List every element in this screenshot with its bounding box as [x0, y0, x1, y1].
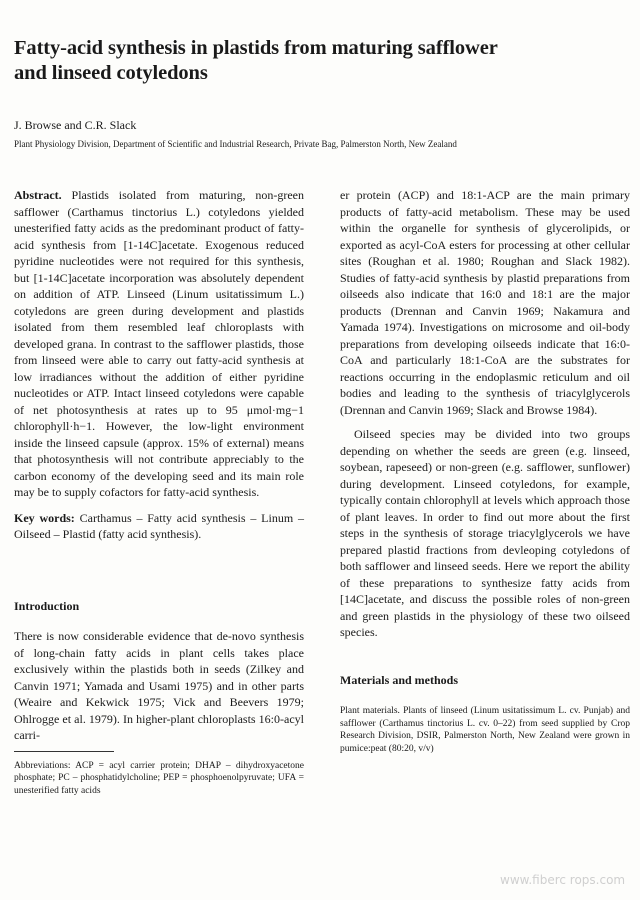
introduction-heading: Introduction: [14, 598, 80, 613]
left-column: [14, 187, 304, 797]
title-line-2: and linseed cotyledons: [14, 62, 208, 84]
footnote-rule: [14, 751, 114, 752]
right-paragraph-1: er protein (ACP) and 18:1-ACP are the main primary products of fatty-acid metabolism. These may be used within the organelle for synthesis of glycerolipids, or exported as acyl-CoA esters for processing at other cellular sites (Roughan et al. 1980; Roughan and Slack 1982). Studies of fatty-acid synthesis by plastid preparations from oilseeds also indicate that 16:0 and 18:1 are the major products (Drennan and Canvin 1969; Nakamura and Yamada 1974). Investigations on microsome and oil-body preparations from developing oilseeds indicate that 16:0-CoA and particularly 18:1-CoA are the substrates for reactions occurring in the endoplasmic reticulum and oil bodies and leading to the synthesis of triacylglycerols (Drennan and Canvin 1969; Slack and Browse 1984).: [340, 188, 630, 417]
keywords: [14, 510, 304, 543]
abstract: [14, 187, 304, 501]
keywords-label: Key words:: [14, 510, 75, 525]
authors: J. Browse and C.R. Slack: [14, 118, 137, 132]
paper-title: [14, 36, 614, 86]
title-line-1: Fatty-acid synthesis in plastids from maturing safflower: [14, 37, 498, 59]
right-paragraph-2: Oilseed species may be divided into two groups depending on whether the seeds are green (e.g. linseed, soybean, rapeseed) or non-green (e.g. safflower, sunflower) during development. Linseed cotyledons, for example, typically contain chlorophyll at levels which approach those of plant leaves. In order to find out more about the first steps in the synthesis of storage triacylglycerols we have prepared plastid fractions from devleoping cotyledons of both safflower and linseed seeds. Here we report the ability of these preparations to synthesize fatty acids from [14C]acetate, and discuss the possible roles of non-green and green plastids in the physiology of these two oilseed species.: [340, 427, 630, 639]
abstract-text: Plastids isolated from maturing, non-green safflower (Carthamus tinctorius L.) cotyledons yielded unesterified fatty acids as the predominant product of fatty-acid synthesis from [1-14C]acetate. Exogenous reduced pyridine nucleotides were not required for this synthesis, but [1-14C]acetate incorporation was absolutely dependent on addition of ATP. Linseed (Linum usitatissimum L.) cotyledons are green during development and plastids isolated from them resembled leaf chloroplasts with developed grana. In contrast to the safflower plastids, those from linseed were able to carry out fatty-acid synthesis at low irradiances without the addition of either pyridine nucleotides or ATP. Intact linseed cotyledons were capable of net photosynthesis at rates up to 95 μmol·mg−1 chlorophyll·h−1. However, the low-light environment inside the linseed capsule (approx. 15% of external) means that photosynthesis will not contribute appreciably to the carbon economy of the developing seed and its main role may be to supply cofactors for fatty-acid synthesis.: [14, 188, 304, 499]
keywords-text: Carthamus – Fatty acid synthesis – Linum – Oilseed – Plastid (fatty acid synthesis).: [14, 510, 304, 541]
abbreviations-footnote: Abbreviations: ACP = acyl carrier protein; DHAP – dihydroxyacetone phosphate; PC – phosphatidylcholine; PEP = phosphoenolpyruvate; UFA = unesterified fatty acids: [14, 760, 304, 796]
materials-methods-heading: Materials and methods: [340, 672, 458, 687]
plant-materials-text: Plant materials. Plants of linseed (Linum usitatissimum L. cv. Punjab) and safflower (Carthamus tinctorius L. cv. 0–22) from seed supplied by Crop Research Division, DSIR, Palmerston North, New Zealand were grown in pumice:peat (80:20, v/v): [340, 706, 630, 754]
watermark: www.fiberc rops.com: [500, 873, 626, 887]
right-column: [340, 187, 630, 755]
affiliation: Plant Physiology Division, Department of Scientific and Industrial Research, Private Bag, Palmerston North, New Zealand: [14, 139, 457, 149]
abstract-label: Abstract.: [14, 188, 62, 202]
introduction-text: There is now considerable evidence that de-novo synthesis of long-chain fatty acids in plant cells takes place exclusively within the plastids both in seeds (Zilkey and Canvin 1971; Yamada and Usami 1975) and in other parts (Weaire and Kekwick 1975; Vick and Beevers 1979; Ohlrogge et al. 1979). In higher-plant chloroplasts 16:0-acyl carri-: [14, 629, 304, 742]
